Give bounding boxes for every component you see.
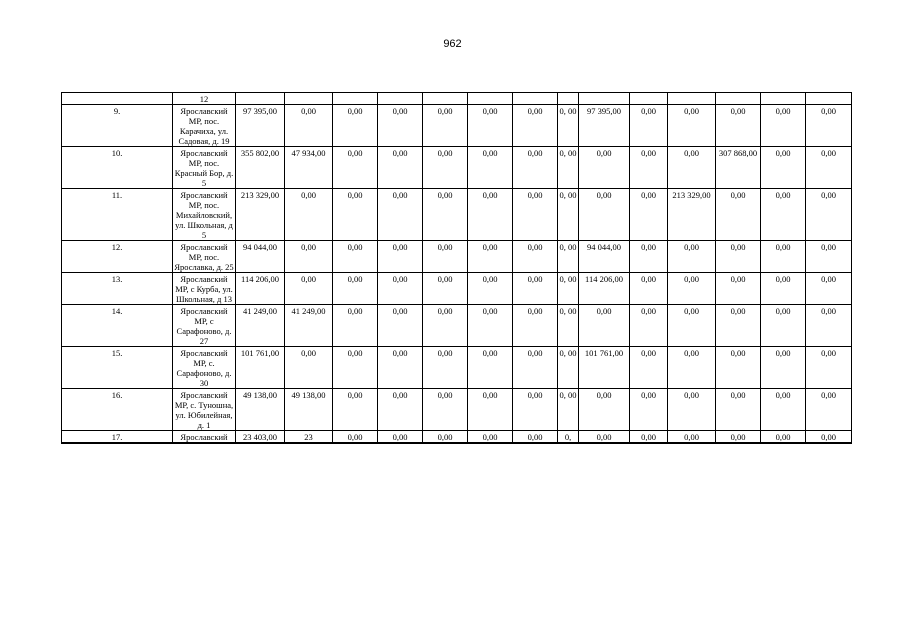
value-cell: 0,00: [761, 305, 806, 347]
value-cell: 0,00: [423, 347, 468, 389]
value-cell: 0,00: [378, 347, 423, 389]
row-number-cell: [62, 93, 173, 105]
value-cell: 0,00: [579, 147, 630, 189]
value-cell: 0,00: [423, 241, 468, 273]
table-row: [62, 305, 852, 347]
value-cell: 0,00: [761, 189, 806, 241]
row-number-cell: 10.: [62, 147, 173, 189]
value-cell: 0,00: [378, 305, 423, 347]
address-cell: Ярославский МР, с Сарафоново, д. 27: [173, 305, 236, 347]
value-cell: [806, 93, 852, 105]
address-cell: Ярославский МР, с Курба, ул. Школьная, д 13: [173, 273, 236, 305]
address-cell: Ярославский МР, с. Туношна, ул. Юбилейная, д. 1: [173, 389, 236, 431]
value-cell: [579, 93, 630, 105]
value-cell: 0,00: [806, 431, 852, 444]
value-cell: 0,00: [630, 431, 668, 444]
value-cell: 0,00: [423, 189, 468, 241]
value-cell: 0,00: [579, 431, 630, 444]
value-cell: 0, 00: [558, 347, 579, 389]
value-cell: 0,00: [630, 105, 668, 147]
address-cell: Ярославский: [173, 431, 236, 444]
value-cell: 0, 00: [558, 241, 579, 273]
value-cell: 0,00: [333, 105, 378, 147]
value-cell: 0,: [558, 431, 579, 444]
value-cell: 0,00: [333, 241, 378, 273]
value-cell: 0,00: [761, 431, 806, 444]
value-cell: 0,00: [513, 431, 558, 444]
value-cell: 0,00: [761, 389, 806, 431]
page-number: 962: [443, 38, 462, 50]
value-cell: 0, 00: [558, 147, 579, 189]
value-cell: 41 249,00: [236, 305, 285, 347]
value-cell: 0,00: [761, 241, 806, 273]
value-cell: 0, 00: [558, 105, 579, 147]
table-row: [62, 241, 852, 273]
row-number-cell: 13.: [62, 273, 173, 305]
address-cell: Ярославский МР, пос. Красный Бор, д. 5: [173, 147, 236, 189]
value-cell: 0, 00: [558, 389, 579, 431]
value-cell: 23: [285, 431, 333, 444]
value-cell: [630, 93, 668, 105]
value-cell: 0,00: [761, 273, 806, 305]
value-cell: 0,00: [333, 389, 378, 431]
value-cell: 0,00: [716, 273, 761, 305]
value-cell: 0,00: [423, 431, 468, 444]
value-cell: 0,00: [668, 241, 716, 273]
value-cell: 0,00: [333, 347, 378, 389]
value-cell: 0,00: [761, 347, 806, 389]
value-cell: 0,00: [285, 241, 333, 273]
value-cell: 0,00: [378, 105, 423, 147]
value-cell: 0,00: [630, 147, 668, 189]
value-cell: [513, 93, 558, 105]
value-cell: 0,00: [423, 305, 468, 347]
value-cell: 0,00: [333, 189, 378, 241]
value-cell: 0,00: [285, 273, 333, 305]
value-cell: [558, 93, 579, 105]
row-number-cell: 14.: [62, 305, 173, 347]
table-row: [62, 389, 852, 431]
value-cell: 0,00: [630, 305, 668, 347]
table-row: [62, 189, 852, 241]
value-cell: 0, 00: [558, 189, 579, 241]
value-cell: 0,00: [668, 305, 716, 347]
value-cell: 47 934,00: [285, 147, 333, 189]
value-cell: 0,00: [378, 389, 423, 431]
value-cell: 0,00: [761, 105, 806, 147]
value-cell: 213 329,00: [236, 189, 285, 241]
value-cell: 0,00: [333, 431, 378, 444]
table-body: [62, 93, 852, 444]
table-row: [62, 147, 852, 189]
value-cell: 0,00: [668, 105, 716, 147]
value-cell: 0,00: [716, 241, 761, 273]
row-number-cell: 11.: [62, 189, 173, 241]
value-cell: [236, 93, 285, 105]
value-cell: 0,00: [806, 305, 852, 347]
value-cell: 94 044,00: [236, 241, 285, 273]
value-cell: 213 329,00: [668, 189, 716, 241]
value-cell: 307 868,00: [716, 147, 761, 189]
value-cell: 97 395,00: [579, 105, 630, 147]
value-cell: 0,00: [468, 241, 513, 273]
value-cell: 0,00: [378, 273, 423, 305]
value-cell: 0,00: [513, 305, 558, 347]
value-cell: 0,00: [630, 347, 668, 389]
value-cell: 0,00: [668, 389, 716, 431]
value-cell: 0,00: [468, 105, 513, 147]
value-cell: 0,00: [513, 189, 558, 241]
value-cell: 0,00: [579, 189, 630, 241]
table-row: [62, 105, 852, 147]
value-cell: 0,00: [806, 105, 852, 147]
value-cell: 0,00: [378, 431, 423, 444]
value-cell: 0,00: [513, 241, 558, 273]
value-cell: 94 044,00: [579, 241, 630, 273]
address-cell: Ярославский МР, с. Сарафоново, д. 30: [173, 347, 236, 389]
value-cell: 0,00: [761, 147, 806, 189]
value-cell: 0,00: [806, 147, 852, 189]
address-cell: Ярославский МР, пос. Ярославка, д. 25: [174, 242, 234, 272]
value-cell: 0,00: [378, 147, 423, 189]
value-cell: 0,00: [579, 389, 630, 431]
value-cell: 114 206,00: [579, 273, 630, 305]
value-cell: 0,00: [285, 105, 333, 147]
value-cell: 0,00: [716, 189, 761, 241]
row-number-cell: 15.: [62, 347, 173, 389]
value-cell: 0,00: [423, 147, 468, 189]
value-cell: 0,00: [468, 431, 513, 444]
value-cell: 0,00: [630, 189, 668, 241]
value-cell: 0,00: [468, 147, 513, 189]
table-row: [62, 431, 852, 444]
value-cell: 0,00: [513, 389, 558, 431]
value-cell: [378, 93, 423, 105]
value-cell: 0,00: [513, 347, 558, 389]
value-cell: 0,00: [423, 389, 468, 431]
value-cell: 0,00: [333, 305, 378, 347]
value-cell: 0,00: [668, 347, 716, 389]
value-cell: 0,00: [423, 105, 468, 147]
value-cell: 0,00: [630, 241, 668, 273]
value-cell: [668, 93, 716, 105]
value-cell: 0,00: [468, 389, 513, 431]
value-cell: 355 802,00: [236, 147, 285, 189]
address-cell: 12: [173, 93, 236, 105]
value-cell: [423, 93, 468, 105]
value-cell: 0,00: [806, 273, 852, 305]
row-number-cell: 17.: [62, 431, 173, 444]
value-cell: 0,00: [716, 105, 761, 147]
budget-table: [61, 92, 852, 444]
value-cell: [468, 93, 513, 105]
value-cell: 0,00: [716, 347, 761, 389]
value-cell: 0,00: [513, 105, 558, 147]
value-cell: 0,00: [468, 305, 513, 347]
value-cell: 41 249,00: [285, 305, 333, 347]
address-cell: Ярославский МР, пос. Михайловский, ул. Школьная, д 5: [173, 189, 236, 241]
value-cell: 0,00: [806, 189, 852, 241]
value-cell: 114 206,00: [236, 273, 285, 305]
value-cell: 49 138,00: [285, 389, 333, 431]
value-cell: 0,00: [716, 389, 761, 431]
value-cell: 0,00: [513, 147, 558, 189]
value-cell: 0,00: [468, 189, 513, 241]
row-number-cell: 9.: [62, 105, 173, 147]
value-cell: 0,00: [630, 389, 668, 431]
value-cell: 0,00: [513, 273, 558, 305]
value-cell: 0,00: [468, 273, 513, 305]
address-cell: Ярославский МР, пос. Карачиха, ул. Садовая, д. 19: [173, 105, 236, 147]
value-cell: 97 395,00: [236, 105, 285, 147]
value-cell: 0,00: [333, 273, 378, 305]
value-cell: 101 761,00: [236, 347, 285, 389]
value-cell: 0,00: [716, 305, 761, 347]
value-cell: 0,00: [806, 241, 852, 273]
value-cell: 0,00: [668, 431, 716, 444]
value-cell: 0,00: [378, 241, 423, 273]
value-cell: 0, 00: [558, 273, 579, 305]
table-row: [62, 273, 852, 305]
value-cell: 0,00: [423, 273, 468, 305]
value-cell: [333, 93, 378, 105]
value-cell: [761, 93, 806, 105]
value-cell: 0,00: [668, 147, 716, 189]
row-number-cell: 12.: [62, 241, 173, 273]
value-cell: 0,00: [333, 147, 378, 189]
value-cell: 0,00: [579, 305, 630, 347]
value-cell: 0,00: [716, 431, 761, 444]
value-cell: 0, 00: [558, 305, 579, 347]
value-cell: 0,00: [806, 389, 852, 431]
table-row: [62, 347, 852, 389]
value-cell: 0,00: [285, 189, 333, 241]
row-number-cell: 16.: [62, 389, 173, 431]
value-cell: [285, 93, 333, 105]
value-cell: 0,00: [630, 273, 668, 305]
table-row: [62, 93, 852, 105]
value-cell: 0,00: [806, 347, 852, 389]
value-cell: 101 761,00: [579, 347, 630, 389]
value-cell: 0,00: [668, 273, 716, 305]
value-cell: 0,00: [378, 189, 423, 241]
value-cell: [716, 93, 761, 105]
value-cell: 0,00: [285, 347, 333, 389]
value-cell: 0,00: [468, 347, 513, 389]
value-cell: 49 138,00: [236, 389, 285, 431]
value-cell: 23 403,00: [236, 431, 285, 444]
